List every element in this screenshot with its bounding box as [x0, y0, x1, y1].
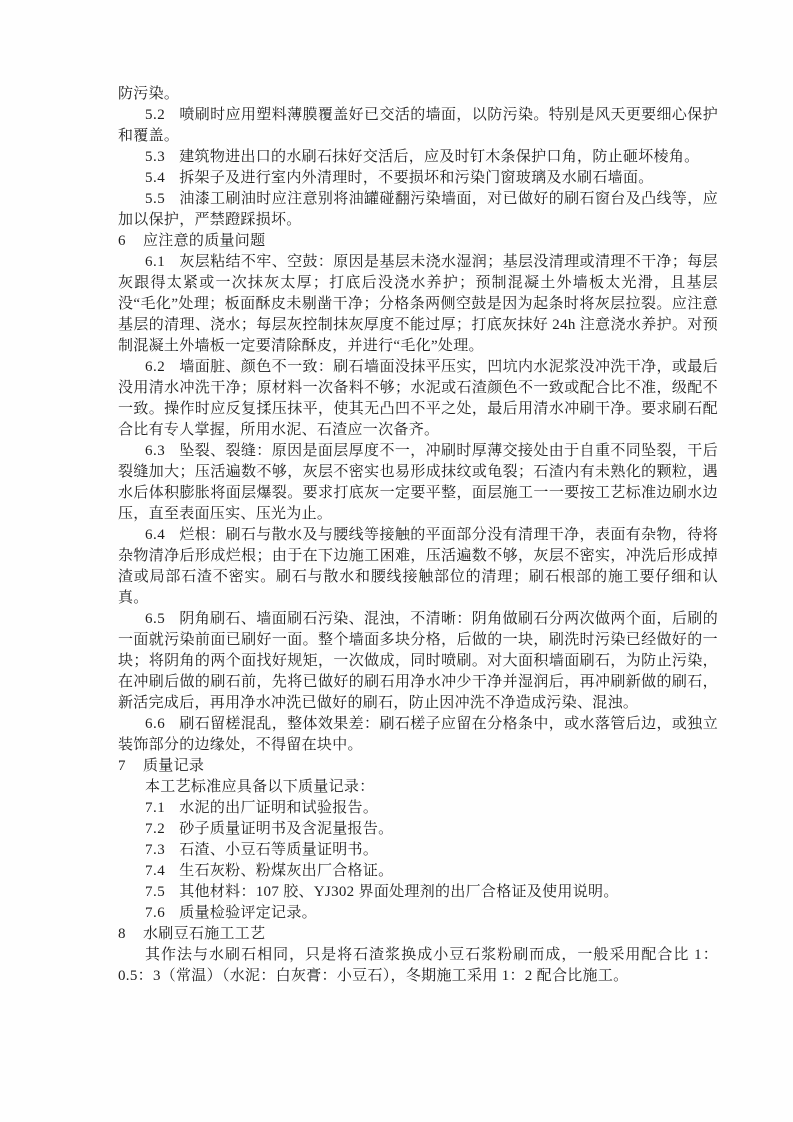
clause-5.5 — [118, 189, 718, 231]
clause-text: 喷刷时应用塑料薄膜覆盖好已交活的墙面，以防污染。特别是风天更要细心保护和覆盖。 — [118, 107, 718, 144]
section-title: 应注意的质量问题 — [143, 233, 266, 249]
clause-number: 5.2 — [145, 107, 166, 123]
clause-text: 坠裂、裂缝：原因是面层厚度不一，冲刷时厚薄交接处由于自重不同坠裂，干后裂缝加大；压活遍数不够，灰层不密实也易形成抹纹或龟裂；石渣内有未熟化的颗粒，遇水后体积膨胀将面层爆裂。要求打底灰一定要平整，面层施工一一要按工艺标准边刷水边压，直至表面压实、压光为止。 — [118, 443, 718, 522]
clause-text: 油漆工刷油时应注意别将油罐碰翻污染墙面，对已做好的刷石窗台及凸线等，应加以保护，严禁蹬踩损坏。 — [118, 191, 718, 228]
clause-text: 刷石留槎混乱，整体效果差：刷石槎子应留在分格条中，或水落管后边，或独立装饰部分的边缘处，不得留在块中。 — [118, 716, 718, 753]
section-title: 水刷豆石施工工艺 — [143, 926, 266, 942]
clause-text: 石渣、小豆石等质量证明书。 — [179, 842, 379, 858]
clause-6.6 — [118, 714, 718, 756]
clause-5.2 — [118, 105, 718, 147]
clause-7.1 — [118, 798, 718, 819]
clause-text: 防污染。 — [118, 86, 180, 102]
clause-number: 7.2 — [145, 821, 166, 837]
clause-number: 6.2 — [145, 359, 166, 375]
clause-number: 6.1 — [145, 254, 166, 270]
clause-7.6 — [118, 903, 718, 924]
clause-text: 砂子质量证明书及含泥量报告。 — [179, 821, 394, 837]
clause-number: 7 — [118, 758, 126, 774]
clause-text: 墙面脏、颜色不一致：刷石墙面没抹平压实，凹坑内水泥浆没冲洗干净，或最后没用清水冲洗干净；原材料一次备料不够；水泥或石渣颜色不一致或配合比不准，级配不一致。操作时应反复揉压抹平，使其无凸凹不平之处，最后用清水冲刷干净。要求刷石配合比有专人掌握，所用水泥、石渣应一次备齐。 — [118, 359, 718, 438]
clause-number: 7.5 — [145, 884, 166, 900]
clause-number: 5.5 — [145, 191, 166, 207]
clause-6.5 — [118, 609, 718, 714]
section-heading-8 — [118, 924, 718, 945]
paragraph — [118, 84, 718, 105]
section-heading-6 — [118, 231, 718, 252]
clause-7.3 — [118, 840, 718, 861]
clause-text: 水泥的出厂证明和试验报告。 — [179, 800, 379, 816]
clause-number: 7.6 — [145, 905, 166, 921]
clause-7.4 — [118, 861, 718, 882]
clause-text: 灰层粘结不牢、空鼓：原因是基层未浇水湿润；基层没清理或清理不干净；每层灰跟得太紧或一次抹灰太厚；打底后没浇水养护；预制混凝土外墙板太光滑，且基层没“毛化”处理；板面酥皮未剔凿干净；分格条两侧空鼓是因为起条时将灰层拉裂。应注意基层的清理、浇水；每层灰控制抹灰厚度不能过厚；打底灰抹好 24h 注意浇水养护。对预制混凝土外墙板一定要清除酥皮，并进行“毛化”处理。 — [118, 254, 718, 354]
clause-number: 5.4 — [145, 170, 166, 186]
clause-number: 5.3 — [145, 149, 166, 165]
clause-5.4 — [118, 168, 718, 189]
clause-6.2 — [118, 357, 718, 441]
clause-text: 其他材料：107 胶、YJ302 界面处理剂的出厂合格证及使用说明。 — [179, 884, 619, 900]
clause-number: 7.1 — [145, 800, 166, 816]
clause-number: 8 — [118, 926, 126, 942]
clause-6.3 — [118, 441, 718, 525]
paragraph — [118, 945, 718, 987]
paragraph — [118, 777, 718, 798]
clause-number: 6 — [118, 233, 126, 249]
clause-text: 拆架子及进行室内外清理时，不要损坏和污染门窗玻璃及水刷石墙面。 — [179, 170, 654, 186]
clause-7.5 — [118, 882, 718, 903]
section-heading-7 — [118, 756, 718, 777]
clause-text: 建筑物进出口的水刷石抹好交活后，应及时钉木条保护口角，防止砸坏棱角。 — [179, 149, 700, 165]
clause-6.1 — [118, 252, 718, 357]
clause-5.3 — [118, 147, 718, 168]
clause-number: 6.5 — [145, 611, 166, 627]
section-title: 质量记录 — [143, 758, 205, 774]
clause-6.4 — [118, 525, 718, 609]
clause-number: 7.4 — [145, 863, 166, 879]
clause-number: 7.3 — [145, 842, 166, 858]
clause-text: 烂根：刷石与散水及与腰线等接触的平面部分没有清理干净，表面有杂物，待将杂物清净后形成烂根；由于在下边施工困难，压活遍数不够，灰层不密实，冲洗后形成掉渣或局部石渣不密实。刷石与散水和腰线接触部位的清理；刷石根部的施工要仔细和认真。 — [118, 527, 718, 606]
clause-7.2 — [118, 819, 718, 840]
clause-text: 质量检验评定记录。 — [179, 905, 317, 921]
clause-text: 生石灰粉、粉煤灰出厂合格证。 — [179, 863, 394, 879]
clause-text: 阴角刷石、墙面刷石污染、混浊，不清晰：阴角做刷石分两次做两个面，后刷的一面就污染前面已刷好一面。整个墙面多块分格，后做的一块，刷洗时污染已经做好的一块；将阴角的两个面找好规矩，一次做成，同时喷刷。对大面积墙面刷石，为防止污染，在冲刷后做的刷石前，先将已做好的刷石用净水冲少干净并湿润后，再冲刷新做的刷石，新活完成后，再用净水冲洗已做好的刷石，防止因冲洗不净造成污染、混浊。 — [118, 611, 718, 711]
clause-number: 6.6 — [145, 716, 166, 732]
clause-text: 其作法与水刷石相同，只是将石渣浆换成小豆石浆粉刷而成，一般采用配合比 1：0.5：3（常温）（水泥：白灰膏：小豆石），冬期施工采用 1：2 配合比施工。 — [118, 947, 718, 984]
document-body — [118, 84, 718, 987]
clause-number: 6.3 — [145, 443, 166, 459]
clause-text: 本工艺标准应具备以下质量记录： — [145, 779, 375, 795]
clause-number: 6.4 — [145, 527, 166, 543]
